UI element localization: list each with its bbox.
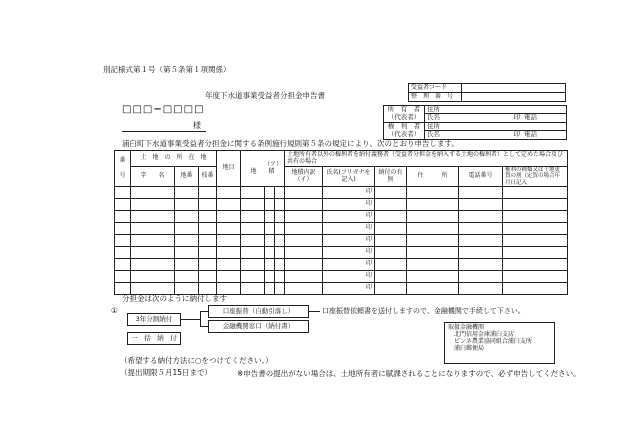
seal-mark: 印 — [323, 271, 375, 283]
col-name-kana-header: 氏名(フリガナを記入) — [323, 167, 375, 187]
table-row — [115, 247, 568, 259]
table-row — [115, 271, 568, 283]
installment-option[interactable]: 3年分割納付 — [127, 313, 181, 326]
addressee-suffix: 様 — [193, 121, 201, 130]
postal-code-placeholder: □□□−□□□□ — [122, 104, 205, 115]
seal-mark: 印 — [323, 187, 375, 199]
bank-1: 北門信用金庫浦臼支店 — [454, 330, 515, 338]
seal-mark: 印 — [323, 259, 375, 271]
table-row — [115, 283, 568, 295]
owner-phone-label: 電話 — [522, 114, 567, 122]
col-edaban-header: 枝番 — [199, 167, 217, 187]
seal-mark: 印 — [323, 211, 375, 223]
col-area-header: （ア） 地 積 — [241, 151, 285, 187]
transfer-note: 口座振替依頼書を送付しますので、金融機関で手続して下さい。 — [322, 307, 525, 315]
owner-box — [383, 105, 567, 140]
payment-heading: 分担金は次のように納付します — [122, 294, 227, 303]
seal-mark: 印 — [323, 235, 375, 247]
warning-note: ※申告書の提出がない場合は、土地所有者に賦課されることになりますので、必ず申告してください。 — [237, 369, 581, 378]
col-number-header: 番 号 — [115, 151, 131, 187]
table-row — [115, 187, 568, 199]
table-row — [115, 223, 568, 235]
reference-number-field[interactable] — [462, 93, 566, 102]
holder-role-label: 権 利 者 — [384, 122, 425, 130]
col-breakdown-header: 地積内訳 （イ） — [285, 167, 323, 187]
table-row — [115, 235, 568, 247]
seal-mark: 印 — [323, 283, 375, 295]
applicant-code-label: 受益者コード — [409, 84, 462, 93]
seal-mark: 印 — [323, 247, 375, 259]
form-number: 別記様式第１号（第５条第１項関係） — [103, 65, 231, 74]
col-phone-header: 電話番号 — [459, 167, 503, 187]
owner-role-label: 所 有 者 — [384, 106, 425, 114]
bank-2: ピンネ農業協同組合浦臼支所 — [454, 337, 532, 345]
seal-mark: 印 — [323, 199, 375, 211]
banks-title: 取扱金融機関 — [448, 324, 485, 331]
owner-name-label: 氏名 — [427, 113, 440, 122]
deadline-note: （提出期限５月15日まで） — [120, 368, 213, 377]
table-row — [115, 259, 568, 271]
table-row — [115, 199, 568, 211]
office-use-box — [408, 83, 566, 102]
holder-address-field[interactable] — [425, 122, 567, 130]
document-title: 年度下水道事業受益者分担金申告書 — [205, 91, 325, 100]
holder-address-label: 住所 — [427, 121, 440, 130]
col-location-header: 土 地 の 所 在 地 — [131, 151, 217, 167]
holder-rep-label: （代表者） — [384, 131, 425, 139]
holder-name-label: 氏名 — [427, 130, 440, 139]
owner-seal: 印 — [488, 114, 522, 122]
land-table — [114, 150, 568, 295]
auto-debit-option[interactable]: 口座振替（自動引落し） — [208, 305, 309, 318]
holder-phone-label: 電話 — [522, 131, 567, 139]
col-aza-header: 字 名 — [131, 167, 175, 187]
owner-rep-label: （代表者） — [384, 114, 425, 122]
col-chiban-header: 地番 — [175, 167, 199, 187]
col-chimoku-header: 地目 — [217, 151, 241, 187]
payment-mark: ① — [111, 306, 118, 315]
addressee-underline — [122, 131, 206, 132]
col-payment-header: 納付の有無 — [375, 167, 407, 187]
lump-sum-option[interactable]: 一 括 納 付 — [127, 332, 181, 345]
holder-seal: 印 — [488, 131, 522, 139]
col-other-rights-header: 土地所有者以外の権利者を納付義務者（受益者分担金を納入する土地の権利者）として定めた場合及び共有の場合 — [285, 151, 568, 167]
counter-option[interactable]: 金融機関窓口（納付書） — [208, 320, 309, 333]
applicant-code-field[interactable] — [462, 84, 566, 93]
owner-address-field[interactable] — [425, 106, 567, 114]
reference-number-label: 整 理 番 号 — [409, 93, 462, 102]
bank-3: 浦臼郵便局 — [454, 344, 485, 352]
choice-note: （希望する納付方法に○をつけてください。） — [120, 356, 273, 365]
intro-text: 浦臼町下水道事業受益者分担金に関する条例施行規則第５条の規定により、次のとおり申告します。 — [122, 139, 459, 148]
col-address-header: 住 所 — [407, 167, 459, 187]
owner-address-label: 住所 — [427, 105, 440, 113]
banks-box — [444, 322, 555, 364]
table-row — [115, 211, 568, 223]
seal-mark: 印 — [323, 223, 375, 235]
col-right-type-header: 権利の種類又は土地更賀の割（定賀の場合年月日記入 — [503, 167, 568, 187]
